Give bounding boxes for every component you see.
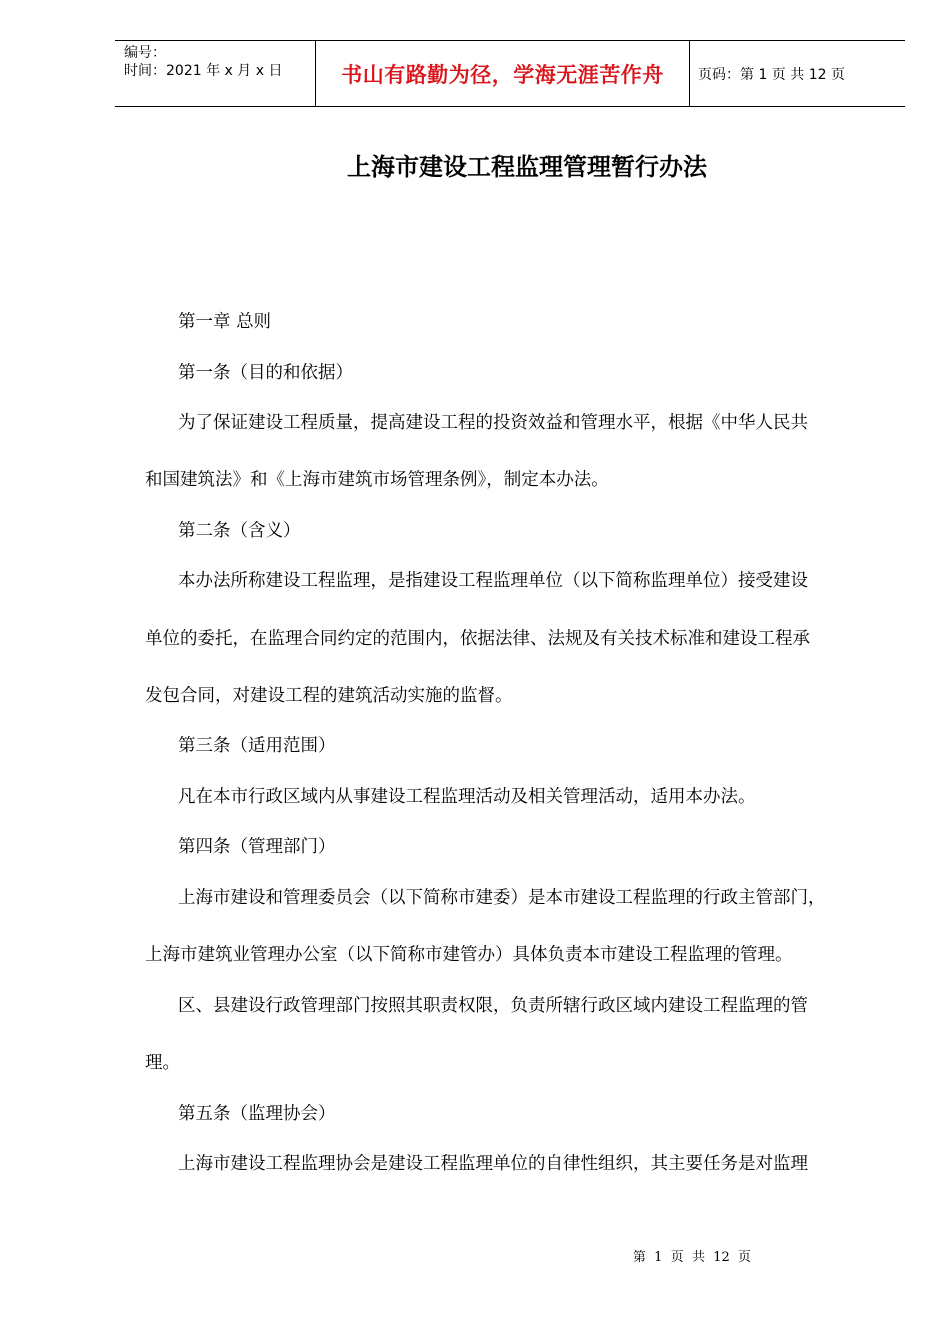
article-heading: 第二条（含义） bbox=[178, 521, 301, 541]
article-heading: 第一条（目的和依据） bbox=[178, 363, 353, 383]
serial-number-label: 编号： bbox=[124, 45, 166, 61]
paragraph-line: 本办法所称建设工程监理，是指建设工程监理单位（以下简称监理单位）接受建设 bbox=[178, 571, 808, 591]
paragraph-line: 单位的委托，在监理合同约定的范围内，依据法律、法规及有关技术标准和建设工程承 bbox=[145, 629, 810, 649]
header-page-info-cell bbox=[690, 41, 905, 106]
paragraph-line: 区、县建设行政管理部门按照其职责权限，负责所辖行政区域内建设工程监理的管 bbox=[178, 996, 808, 1016]
article-heading: 第三条（适用范围） bbox=[178, 736, 336, 756]
article-heading: 第五条（监理协会） bbox=[178, 1104, 336, 1124]
paragraph-line: 上海市建筑业管理办公室（以下简称市建管办）具体负责本市建设工程监理的管理。 bbox=[145, 945, 793, 965]
page-header bbox=[115, 40, 905, 107]
paragraph-line: 上海市建设工程监理协会是建设工程监理单位的自律性组织，其主要任务是对监理 bbox=[178, 1154, 808, 1174]
paragraph-line: 发包合同，对建设工程的建筑活动实施的监督。 bbox=[145, 686, 513, 706]
motto: 书山有路勤为径，学海无涯苦作舟 bbox=[341, 62, 664, 87]
date-line: 时间：2021 年 x 月 x 日 bbox=[124, 63, 283, 79]
article-heading: 第四条（管理部门） bbox=[178, 837, 336, 857]
paragraph-line: 和国建筑法》和《上海市建筑市场管理条例》，制定本办法。 bbox=[145, 470, 609, 490]
chapter-heading: 第一章 总则 bbox=[178, 312, 272, 332]
paragraph-line: 为了保证建设工程质量，提高建设工程的投资效益和管理水平，根据《中华人民共 bbox=[178, 413, 808, 433]
paragraph-line: 理。 bbox=[145, 1053, 180, 1073]
page-footer: 第 1 页 共 12 页 bbox=[632, 1250, 752, 1265]
page-info: 页码：第 1 页 共 12 页 bbox=[698, 66, 845, 83]
paragraph-line: 上海市建设和管理委员会（以下简称市建委）是本市建设工程监理的行政主管部门， bbox=[178, 888, 826, 908]
header-motto-cell bbox=[316, 41, 690, 106]
header-meta bbox=[115, 41, 316, 106]
paragraph-line: 凡在本市行政区域内从事建设工程监理活动及相关管理活动，适用本办法。 bbox=[178, 787, 756, 807]
document-title: 上海市建设工程监理管理暂行办法 bbox=[347, 153, 707, 181]
